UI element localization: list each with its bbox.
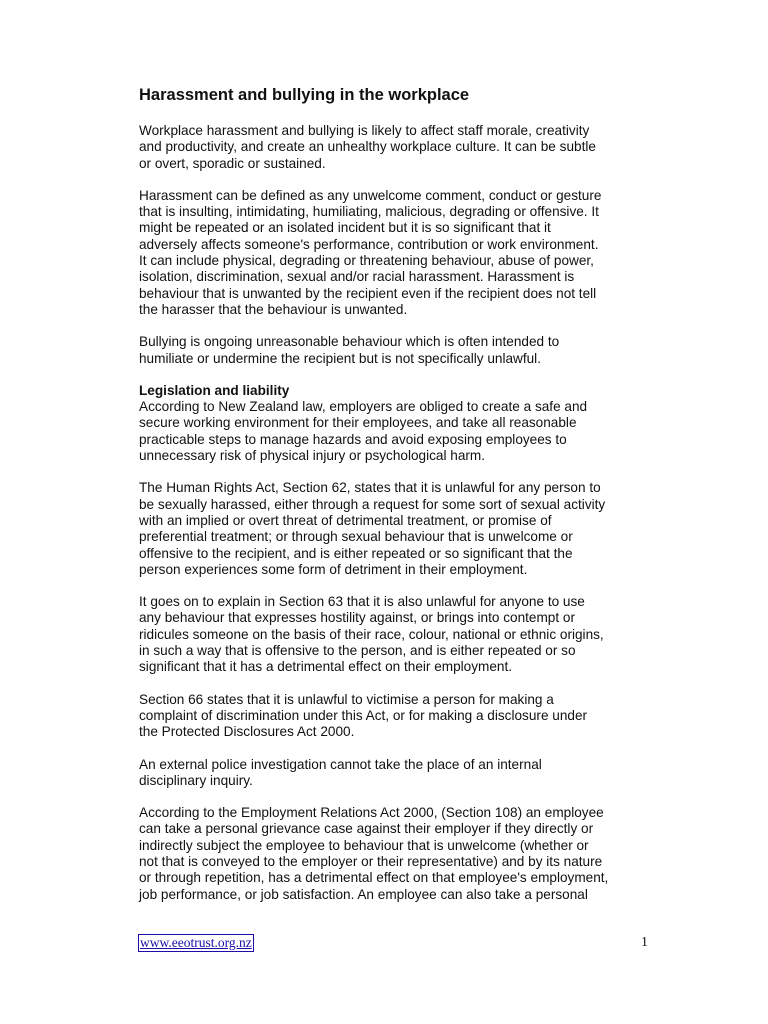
- paragraph-line: behaviour that is unwanted by the recipient even if the recipient does not tell: [139, 285, 597, 301]
- paragraph-line: practicable steps to manage hazards and avoid exposing employees to: [139, 431, 567, 447]
- paragraph-line: The Human Rights Act, Section 62, states that it is unlawful for any person to: [139, 480, 601, 496]
- paragraph-line: humiliate or undermine the recipient but is not specifically unlawful.: [139, 350, 541, 366]
- paragraph-line: Section 66 states that it is unlawful to victimise a person for making a: [139, 691, 554, 707]
- paragraph-line: Harassment can be defined as any unwelcome comment, conduct or gesture: [139, 187, 602, 203]
- paragraph: [139, 805, 639, 903]
- paragraph-line: person experiences some form of detriment in their employment.: [139, 561, 528, 577]
- paragraph-line: According to New Zealand law, employers are obliged to create a safe and: [139, 399, 588, 415]
- paragraph-line: indirectly subject the employee to behaviour that is unwelcome (whether or: [139, 837, 589, 853]
- paragraph-line: job performance, or job satisfaction. An employee can also take a personal: [139, 886, 588, 902]
- paragraph-line: or through repetition, has a detrimental effect on that employee's employment,: [139, 870, 609, 886]
- paragraph-line: can take a personal grievance case against their employer if they directly or: [139, 821, 594, 837]
- paragraph: [139, 188, 639, 318]
- paragraph: [139, 594, 639, 675]
- paragraph-line: An external police investigation cannot take the place of an internal: [139, 756, 542, 772]
- paragraph-line: significant that it has a detrimental effect on their employment.: [139, 659, 513, 675]
- paragraph-line: According to the Employment Relations Act 2000, (Section 108) an employee: [139, 805, 604, 821]
- paragraph-line: be sexually harassed, either through a request for some sort of sexual activity: [139, 496, 606, 512]
- paragraph-line: preferential treatment; or through sexual behaviour that is unwelcome or: [139, 529, 573, 545]
- section-heading: Legislation and liability: [139, 382, 290, 398]
- paragraph: [139, 383, 639, 464]
- paragraph: [139, 334, 639, 367]
- document-page: [139, 84, 639, 919]
- paragraph: [139, 692, 639, 741]
- paragraph-line: Workplace harassment and bullying is likely to affect staff morale, creativity: [139, 123, 590, 138]
- paragraph-line: unnecessary risk of physical injury or psychological harm.: [139, 448, 486, 464]
- paragraph-line: secure working environment for their employees, and take all reasonable: [139, 415, 577, 431]
- paragraph-line: ridicules someone on the basis of their race, colour, national or ethnic origins,: [139, 626, 604, 642]
- paragraph: [139, 480, 639, 578]
- paragraph-line: isolation, discrimination, sexual and/or racial harassment. Harassment is: [139, 269, 575, 285]
- paragraph-line: the Protected Disclosures Act 2000.: [139, 724, 355, 740]
- footer-website-link[interactable]: www.eeotrust.org.nz: [140, 935, 252, 950]
- document-body: [139, 123, 639, 903]
- paragraph-line: with an implied or overt threat of detrimental treatment, or promise of: [139, 512, 552, 528]
- paragraph: [139, 757, 639, 790]
- paragraph-line: disciplinary inquiry.: [139, 772, 253, 788]
- paragraph-line: or overt, sporadic or sustained.: [139, 155, 326, 171]
- paragraph-line: that is insulting, intimidating, humiliating, malicious, degrading or offensive. It: [139, 204, 599, 220]
- paragraph-line: It goes on to explain in Section 63 that it is also unlawful for anyone to use: [139, 594, 585, 610]
- paragraph-line: in such a way that is offensive to the person, and is either repeated or so: [139, 643, 576, 659]
- paragraph: [139, 123, 639, 172]
- paragraph-line: not that is conveyed to the employer or their representative) and by its nature: [139, 853, 603, 869]
- paragraph-line: might be repeated or an isolated incident but it is so significant that it: [139, 220, 551, 236]
- paragraph-line: Bullying is ongoing unreasonable behaviour which is often intended to: [139, 334, 560, 350]
- page-number: 1: [641, 935, 648, 950]
- paragraph-line: It can include physical, degrading or threatening behaviour, abuse of power,: [139, 253, 594, 269]
- paragraph-line: offensive to the recipient, and is either repeated or so significant that the: [139, 545, 573, 561]
- document-title: Harassment and bullying in the workplace: [139, 86, 470, 104]
- paragraph-line: any behaviour that expresses hostility against, or brings into contempt or: [139, 610, 575, 626]
- paragraph-line: the harasser that the behaviour is unwanted.: [139, 301, 408, 317]
- paragraph-line: adversely affects someone's performance, contribution or work environment.: [139, 236, 599, 252]
- paragraph-line: complaint of discrimination under this Act, or for making a disclosure under: [139, 707, 588, 723]
- paragraph-line: and productivity, and create an unhealthy workplace culture. It can be subtle: [139, 139, 596, 155]
